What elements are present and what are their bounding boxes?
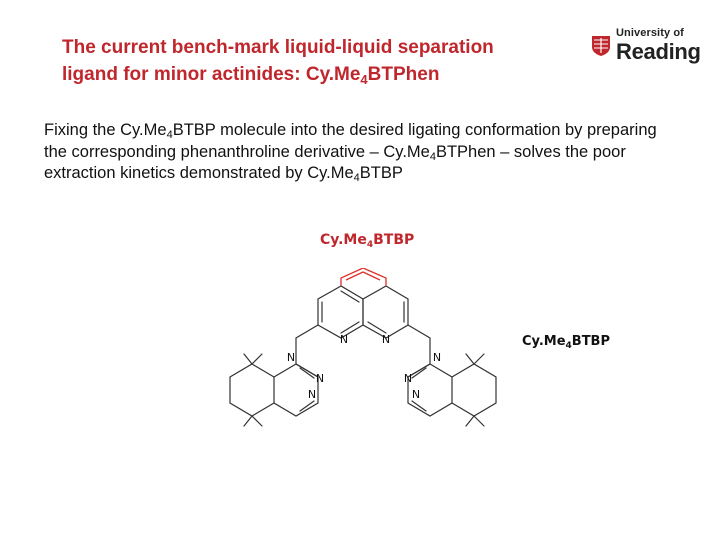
molecule-label-top-pre: Cy.Me	[320, 232, 367, 248]
atom-label: N	[286, 351, 296, 364]
body-subscript-1: 4	[166, 129, 173, 141]
molecule-label-right-pre: Cy.Me	[522, 334, 566, 349]
body-text-4: BTBP	[359, 164, 403, 182]
atom-label: N	[307, 388, 317, 401]
molecule-label-right-post: BTBP	[571, 334, 610, 349]
atom-label: N	[315, 372, 325, 385]
nitrogen-labels	[287, 333, 441, 401]
molecule-label-right-sub: 4	[565, 341, 572, 351]
shield-icon	[592, 36, 610, 56]
title-line-1: The current bench-mark liquid-liquid separation	[62, 37, 494, 58]
molecule-label-top-post: BTBP	[373, 232, 415, 248]
molecule-label-top-sub: 4	[366, 240, 374, 250]
body-text-1: Fixing the Cy.Me	[44, 121, 167, 139]
logo-text-line-2: Reading	[616, 39, 701, 64]
body-text-3: BTPhen – solves the poor extraction kinetics demonstrated by Cy.Me	[44, 142, 626, 182]
body-paragraph	[44, 120, 684, 185]
atom-label: N	[411, 388, 421, 401]
body-subscript-3: 4	[353, 172, 360, 184]
title-line-2-end: BTPhen	[367, 64, 440, 85]
slide-title	[62, 34, 582, 88]
atom-label: N	[339, 333, 349, 346]
body-subscript-2: 4	[429, 150, 436, 163]
atom-label: N	[432, 351, 442, 364]
body-text-2: BTBP molecule into the desired ligating conformation by preparing the corresponding phenanthroline derivative – Cy.Me	[44, 121, 657, 161]
atom-label: N	[403, 372, 413, 385]
atom-label: N	[381, 333, 391, 346]
title-line-2-start: ligand for minor actinides: Cy.Me	[62, 64, 361, 85]
logo-text-line-1: University of	[616, 27, 684, 39]
bridge-highlight	[341, 268, 386, 286]
molecule-label-top	[320, 232, 414, 248]
university-logo	[592, 26, 701, 70]
title-subscript: 4	[360, 72, 368, 87]
molecule-bonds	[230, 286, 496, 426]
molecule-label-right	[522, 334, 610, 349]
molecule-structure	[226, 268, 516, 448]
